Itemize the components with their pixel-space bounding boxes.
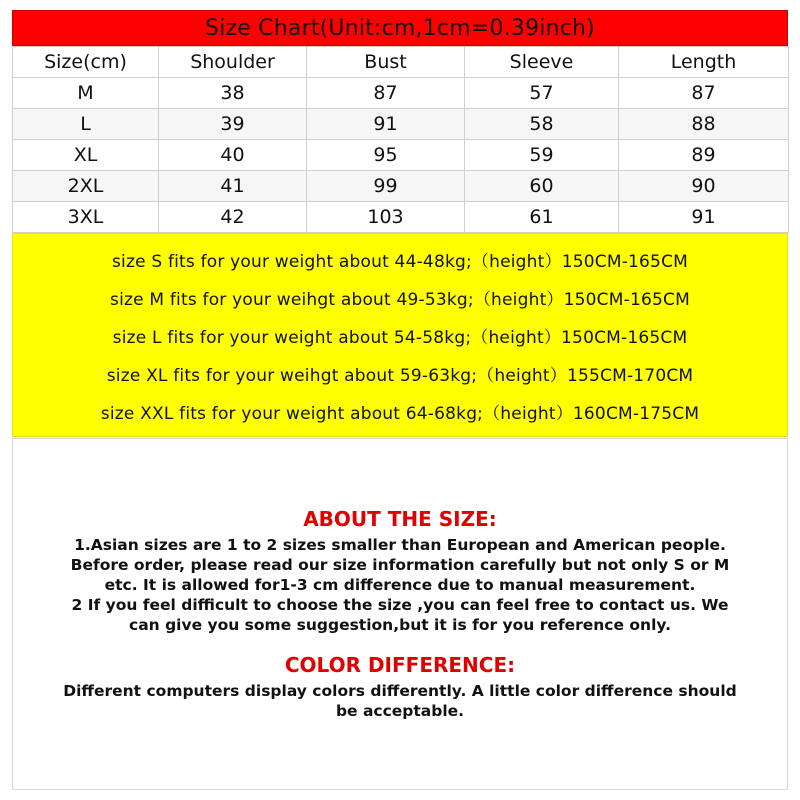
- cell-bust: 91: [307, 109, 465, 140]
- fit-note-l: size L fits for your weight about 54-58kg;（height）150CM-165CM: [112, 327, 688, 348]
- cell-shoulder: 38: [159, 78, 307, 109]
- size-chart-title: Size Chart(Unit:cm,1cm=0.39inch): [12, 10, 788, 46]
- header-shoulder: Shoulder: [159, 47, 307, 78]
- cell-size: L: [13, 109, 159, 140]
- fit-note-xl: size XL fits for your weihgt about 59-63kg;（height）155CM-170CM: [106, 365, 694, 386]
- cell-sleeve: 58: [465, 109, 619, 140]
- color-difference-line: Different computers display colors differently. A little color difference should: [63, 682, 737, 700]
- fit-note-m: size M fits for your weihgt about 49-53kg;（height）150CM-165CM: [110, 289, 690, 310]
- cell-bust: 103: [307, 202, 465, 233]
- table-row: [13, 109, 789, 140]
- cell-length: 91: [619, 202, 789, 233]
- cell-shoulder: 42: [159, 202, 307, 233]
- cell-length: 90: [619, 171, 789, 202]
- cell-shoulder: 41: [159, 171, 307, 202]
- header-bust: Bust: [307, 47, 465, 78]
- header-size: Size(cm): [13, 47, 159, 78]
- table-row: [13, 78, 789, 109]
- cell-shoulder: 39: [159, 109, 307, 140]
- about-size-line: can give you some suggestion,but it is for you reference only.: [129, 616, 671, 634]
- about-size-line: 2 If you feel difficult to choose the size ,you can feel free to contact us. We: [71, 596, 729, 614]
- notes-panel: [12, 438, 788, 790]
- size-chart: [12, 10, 788, 437]
- about-size-line: Before order, please read our size information carefully but not only S or M: [70, 556, 730, 574]
- cell-sleeve: 57: [465, 78, 619, 109]
- fit-note-s: size S fits for your weight about 44-48kg;（height）150CM-165CM: [111, 251, 689, 272]
- cell-size: M: [13, 78, 159, 109]
- cell-bust: 95: [307, 140, 465, 171]
- cell-size: 2XL: [13, 171, 159, 202]
- cell-sleeve: 60: [465, 171, 619, 202]
- size-table: [12, 46, 789, 233]
- table-header-row: [13, 47, 789, 78]
- fit-note-xxl: size XXL fits for your weight about 64-68kg;（height）160CM-175CM: [100, 403, 700, 424]
- cell-size: XL: [13, 140, 159, 171]
- table-row: [13, 140, 789, 171]
- cell-length: 88: [619, 109, 789, 140]
- table-row: [13, 202, 789, 233]
- cell-length: 87: [619, 78, 789, 109]
- header-sleeve: Sleeve: [465, 47, 619, 78]
- about-size-heading: ABOUT THE SIZE:: [303, 507, 497, 531]
- table-row: [13, 171, 789, 202]
- about-size-line: 1.Asian sizes are 1 to 2 sizes smaller than European and American people.: [74, 536, 726, 554]
- header-length: Length: [619, 47, 789, 78]
- color-difference-line: be acceptable.: [335, 702, 465, 720]
- color-difference-heading: COLOR DIFFERENCE:: [284, 653, 516, 677]
- cell-length: 89: [619, 140, 789, 171]
- cell-size: 3XL: [13, 202, 159, 233]
- cell-sleeve: 59: [465, 140, 619, 171]
- about-size-line: etc. It is allowed for1-3 cm difference due to manual measurement.: [104, 576, 696, 594]
- cell-shoulder: 40: [159, 140, 307, 171]
- cell-bust: 99: [307, 171, 465, 202]
- cell-bust: 87: [307, 78, 465, 109]
- cell-sleeve: 61: [465, 202, 619, 233]
- fit-guide-panel: [12, 233, 788, 437]
